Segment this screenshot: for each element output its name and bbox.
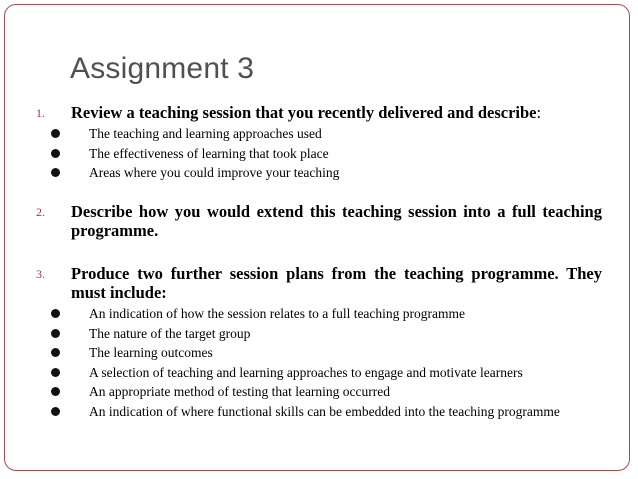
bullet-icon [51, 368, 60, 377]
list-item: The effectiveness of learning that took place [89, 144, 602, 164]
assignment-item-1 [36, 103, 602, 183]
list-item: An indication of where functional skills can be embedded into the teaching programme [89, 402, 602, 422]
item-number: 3. [36, 267, 45, 281]
bullet-icon [51, 309, 60, 318]
bullet-icon [51, 329, 60, 338]
item-number: 1. [36, 106, 45, 120]
bullet-icon [51, 387, 60, 396]
item-text: Describe how you would extend this teaching session into a full teaching programme. [71, 202, 602, 240]
item-text: Review a teaching session that you recently delivered and describe: [71, 103, 542, 122]
list-item: An indication of how the session relates to a full teaching programme [89, 304, 602, 324]
list-item: Areas where you could improve your teaching [89, 163, 602, 183]
list-item: An appropriate method of testing that learning occurred [89, 382, 602, 402]
assignment-item-2 [36, 202, 602, 240]
slide-title: Assignment 3 [70, 52, 255, 85]
bullet-icon [51, 129, 60, 138]
bullet-icon [51, 348, 60, 357]
list-item: A selection of teaching and learning approaches to engage and motivate learners [89, 363, 602, 383]
item-text: Produce two further session plans from the teaching programme. They must include: [71, 264, 602, 302]
assignment-item-3 [36, 264, 602, 421]
sub-list [36, 124, 602, 183]
sub-list [36, 304, 602, 421]
bullet-icon [51, 407, 60, 416]
list-item: The learning outcomes [89, 343, 602, 363]
list-item: The teaching and learning approaches used [89, 124, 602, 144]
bullet-icon [51, 149, 60, 158]
bullet-icon [51, 168, 60, 177]
item-number: 2. [36, 205, 45, 219]
list-item: The nature of the target group [89, 324, 602, 344]
